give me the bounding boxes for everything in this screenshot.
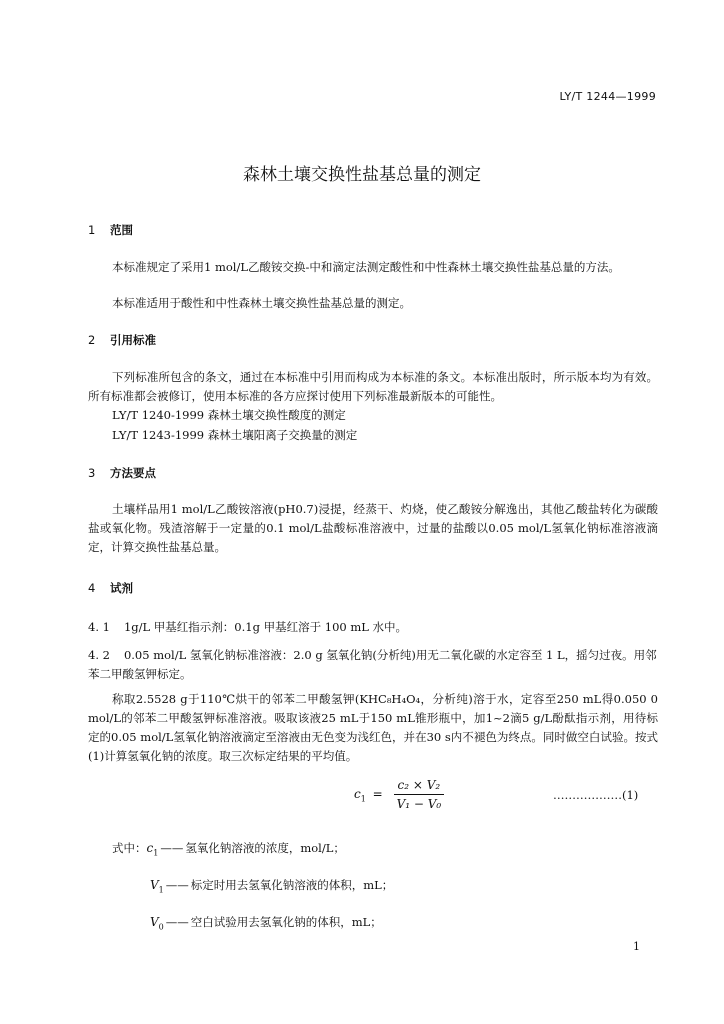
section-title: 方法要点 xyxy=(110,466,156,480)
where-description: 氢氧化钠溶液的浓度，mol/L； xyxy=(185,841,345,855)
clause-number: 4. 2 xyxy=(88,648,110,662)
document-title: 森林土壤交换性盐基总量的测定 xyxy=(243,165,481,185)
formula-numerator: c₂ × V₂ xyxy=(394,778,445,795)
formula-denominator: V₁ − V₀ xyxy=(396,797,442,811)
formula-fraction xyxy=(394,778,445,811)
where-description: 空白试验用去氢氧化钠的体积，mL； xyxy=(190,915,382,929)
clause-4-2 xyxy=(88,646,658,684)
formula-1 xyxy=(354,778,444,811)
reference-item: LY/T 1240-1999 森林土壤交换性酸度的测定 xyxy=(112,408,346,422)
section-2-heading xyxy=(88,332,156,348)
where-description: 标定时用去氢氧化钠溶液的体积，mL； xyxy=(190,878,394,892)
section-number: 2 xyxy=(88,333,96,347)
section-3-paragraph-1: 土壤样品用1 mol/L乙酸铵溶液(pH0.7)浸提，经蒸干、灼烧，使乙酸铵分解逸出，其他乙酸盐转化为碳酸盐或氧化物。残渣溶解于一定量的0.1 mol/L盐酸标准溶液中，过量的盐酸以0.05 mol/L氢氧化钠标准溶液滴定，计算交换性盐基总量。 xyxy=(88,502,658,554)
clause-4-2-paragraph-2: 称取2.5528 g于110℃烘干的邻苯二甲酸氢钾(KHC₈H₄O₄，分析纯)溶于水，定容至250 mL得0.050 0 mol/L的邻苯二甲酸氢钾标准溶液。吸取该液25 mL于150 mL锥形瓶中，加1~2滴5 g/L酚酞指示剂，用待标定的0.05 mol/L氢氧化钠溶液滴定至溶液由无色变为浅红色，并在30 s内不褪色为终点。同时做空白试验。按式(1)计算氢氧化钠的浓度。取三次标定结果的平均值。 xyxy=(88,692,658,763)
section-number: 4 xyxy=(88,581,96,595)
section-4-heading xyxy=(88,580,133,596)
where-dash: —— xyxy=(160,841,184,855)
section-1-heading xyxy=(88,222,133,238)
clause-text: 1g/L 甲基红指示剂：0.1g 甲基红溶于 100 mL 水中。 xyxy=(123,620,408,634)
section-title: 范围 xyxy=(110,223,133,237)
where-intro: 式中： xyxy=(112,841,147,855)
where-symbol: $c_1$ xyxy=(146,841,159,858)
reference-item: LY/T 1243-1999 森林土壤阳离子交换量的测定 xyxy=(112,428,358,442)
section-number: 3 xyxy=(88,466,96,480)
where-symbol: $V_0$ xyxy=(150,915,164,932)
section-2-paragraph-1: 下列标准所包含的条文，通过在本标准中引用而构成为本标准的条文。本标准出版时，所示版本均为有效。所有标准都会被修订，使用本标准的各方应探讨使用下列标准最新版本的可能性。 xyxy=(88,370,658,403)
formula-number: ………………(1) xyxy=(553,788,639,802)
section-3-heading xyxy=(88,465,156,481)
where-item xyxy=(112,840,345,857)
where-item xyxy=(150,914,382,931)
section-title: 试剂 xyxy=(110,581,133,595)
section-1-paragraph-1: 本标准规定了采用1 mol/L乙酸铵交换-中和滴定法测定酸性和中性森林土壤交换性盐基总量的方法。 xyxy=(112,260,620,274)
formula-lhs: $c_1$ xyxy=(354,787,366,804)
where-dash: —— xyxy=(165,878,189,892)
clause-4-1 xyxy=(88,618,658,637)
section-1-paragraph-2: 本标准适用于酸性和中性森林土壤交换性盐基总量的测定。 xyxy=(112,296,411,310)
clause-number: 4. 1 xyxy=(88,620,110,634)
where-symbol: $V_1$ xyxy=(150,878,164,895)
clause-text: 0.05 mol/L 氢氧化钠标准溶液：2.0 g 氢氧化钠(分析纯)用无二氧化碳的水定容至 1 L，摇匀过夜。用邻苯二甲酸氢钾标定。 xyxy=(88,648,657,681)
section-number: 1 xyxy=(88,223,96,237)
where-dash: —— xyxy=(165,915,189,929)
where-item xyxy=(150,877,393,894)
formula-equals: = xyxy=(372,787,383,801)
standard-number: LY/T 1244—1999 xyxy=(559,90,656,103)
page-number: 1 xyxy=(633,940,640,953)
section-title: 引用标准 xyxy=(110,333,156,347)
